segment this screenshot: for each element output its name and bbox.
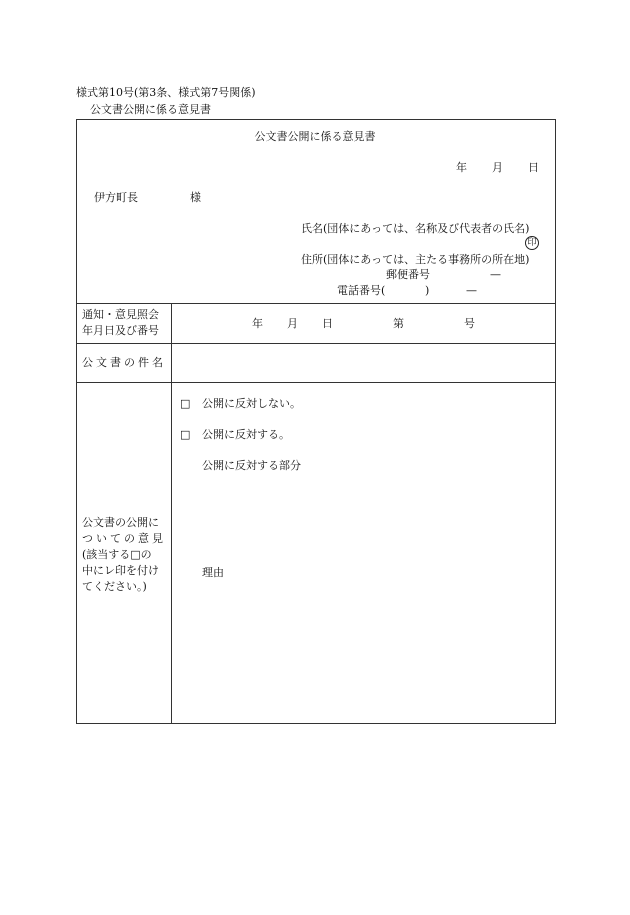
opinion-label xyxy=(82,515,166,595)
divider-subject xyxy=(76,343,556,344)
phone-label: 電話番号( xyxy=(337,284,386,297)
applicant-address-label: 住所(団体にあっては、主たる事務所の所在地) xyxy=(301,253,530,266)
date-day-label: 日 xyxy=(528,161,539,174)
subject-label: 公文書の件名 xyxy=(82,356,166,369)
honorific: 様 xyxy=(190,191,201,204)
reason-label: 理由 xyxy=(202,566,224,579)
option-not-oppose-label: 公開に反対しない。 xyxy=(202,397,301,410)
form-number: 様式第10号(第3条、様式第7号関係) xyxy=(76,86,256,99)
notice-label xyxy=(82,307,159,339)
notice-month-label: 月 xyxy=(287,317,298,330)
seal-icon: 印 xyxy=(525,236,539,250)
option-oppose-checkbox[interactable]: □ xyxy=(180,428,191,441)
option-oppose-label: 公開に反対する。 xyxy=(202,428,290,441)
opinion-label-line4: 中にレ印を付け xyxy=(82,564,159,577)
form-frame xyxy=(76,119,556,724)
phone-dash: — xyxy=(466,284,477,297)
notice-label-line2: 年月日及び番号 xyxy=(82,324,159,337)
notice-day-label: 日 xyxy=(322,317,333,330)
document-title: 公文書公開に係る意見書 xyxy=(254,130,376,143)
opinion-label-line5: てください。) xyxy=(82,580,147,593)
notice-label-line1: 通知・意見照会 xyxy=(82,308,159,321)
divider-notice xyxy=(76,303,556,304)
divider-opinion xyxy=(76,382,556,383)
notice-year-label: 年 xyxy=(252,317,263,330)
option-not-oppose-checkbox[interactable]: □ xyxy=(180,397,191,410)
form-subtitle: 公文書公開に係る意見書 xyxy=(90,103,211,116)
opinion-label-line2: ついての意見 xyxy=(82,532,166,545)
opinion-label-line1: 公文書の公開に xyxy=(82,516,159,529)
opinion-label-line3: (該当する□の xyxy=(82,548,152,561)
addressee: 伊方町長 xyxy=(94,191,138,204)
notice-number-prefix: 第 xyxy=(393,317,404,330)
postal-code-label: 郵便番号 xyxy=(386,268,430,281)
date-month-label: 月 xyxy=(492,161,503,174)
phone-close-paren: ) xyxy=(425,284,430,297)
date-year-label: 年 xyxy=(456,161,467,174)
postal-code-dash: — xyxy=(490,268,501,281)
oppose-part-label: 公開に反対する部分 xyxy=(202,459,301,472)
applicant-name-label: 氏名(団体にあっては、名称及び代表者の氏名) xyxy=(301,222,530,235)
label-column-divider xyxy=(171,303,172,723)
notice-number-suffix: 号 xyxy=(464,317,475,330)
